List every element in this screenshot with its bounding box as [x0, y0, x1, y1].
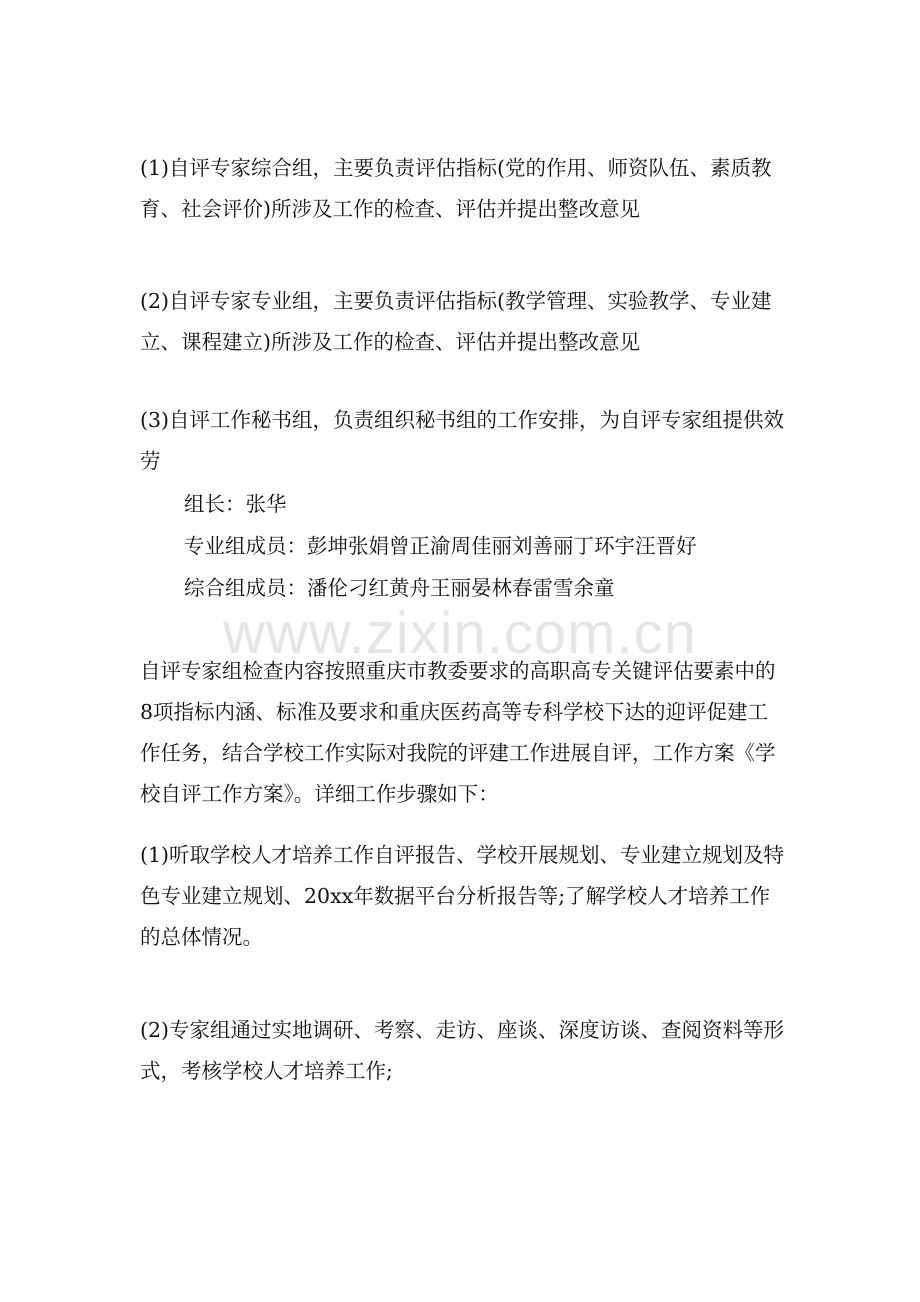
group-leader-line: 组长：张华 — [184, 492, 287, 516]
paragraph-step-1: (1)听取学校人才培养工作自评报告、学校开展规划、专业建立规划及特色专业建立规划、20xx年数据平台分析报告等;了解学校人才培养工作的总体情况。 — [140, 843, 785, 949]
professional-members-line: 专业组成员：彭坤张娟曾正渝周佳丽刘善丽丁环宇汪晋好 — [184, 534, 697, 558]
paragraph-professional-group: (2)自评专家专业组，主要负责评估指标(教学管理、实验教学、专业建立、课程建立)所涉及工作的检查、评估并提出整改意见 — [140, 289, 772, 354]
watermark: www.zixin.com.cn — [223, 601, 697, 666]
paragraph-comprehensive-group: (1)自评专家综合组，主要负责评估指标(党的作用、师资队伍、素质教育、社会评价)所涉及工作的检查、评估并提出整改意见 — [140, 156, 772, 221]
paragraph-inspection-content: 自评专家组检查内容按照重庆市教委要求的高职高专关键评估要素中的8项指标内涵、标准及要求和重庆医药高等专科学校下达的迎评促建工作任务，结合学校工作实际对我院的评建工作进展自评，工作方案《学校自评工作方案》。详细工作步骤如下： — [140, 659, 776, 806]
comprehensive-members-line: 综合组成员：潘伦刁红黄舟王丽晏林春雷雪余童 — [184, 576, 615, 600]
paragraph-step-2: (2)专家组通过实地调研、考察、走访、座谈、深度访谈、查阅资料等形式，考核学校人才培养工作; — [140, 1018, 785, 1083]
paragraph-secretary-group: (3)自评工作秘书组，负责组织秘书组的工作安排，为自评专家组提供效劳 — [140, 408, 785, 473]
